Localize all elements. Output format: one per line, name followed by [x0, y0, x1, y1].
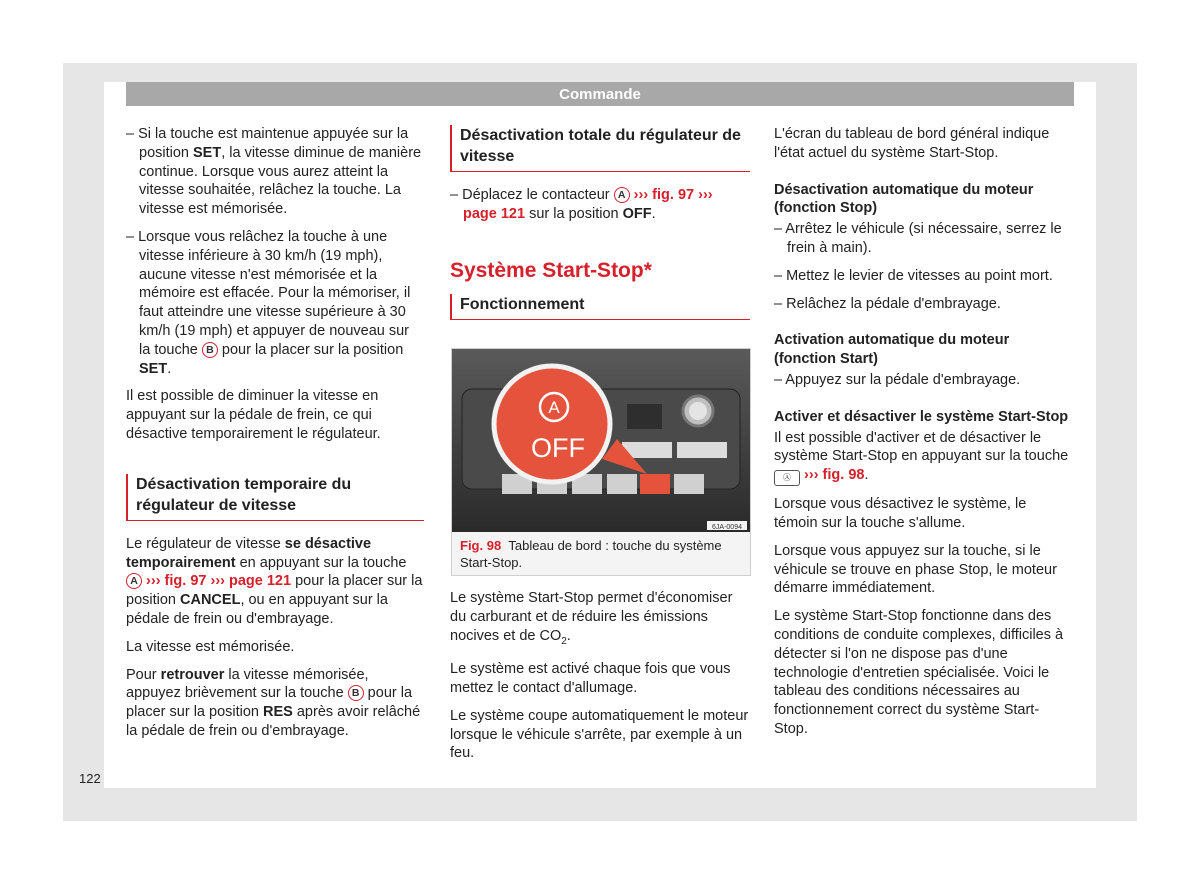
key-b-icon: B	[202, 342, 218, 358]
badge-off-label: OFF	[531, 433, 585, 463]
paragraph: Il est possible d'activer et de désactiver le système Start-Stop en appuyant sur la touche Ⓐ ››› fig. 98.	[774, 429, 1072, 487]
bullet-item: – Déplacez le contacteur A ››› fig. 97 ››› page 121 sur la position OFF.	[450, 187, 713, 222]
paragraph: Il est possible de diminuer la vitesse en appuyant sur la pédale de frein, ce qui désactive temporairement le régulateur.	[126, 388, 381, 442]
column-middle	[450, 125, 750, 320]
key-a-icon: A	[614, 187, 630, 203]
section-heading: Désactivation totale du régulateur de vitesse	[450, 125, 750, 172]
bullet-item: – Appuyez sur la pédale d'embrayage.	[774, 371, 1021, 388]
bullet-item: – Arrêtez le véhicule (si nécessaire, serrez le frein à main).	[774, 221, 1062, 256]
key-b-icon: B	[348, 685, 364, 701]
subsection-heading: Fonctionnement	[450, 294, 750, 320]
paragraph: Lorsque vous appuyez sur la touche, si le véhicule se trouve en phase Stop, le moteur démarre immédiatement.	[774, 542, 1057, 597]
paragraph: Le système coupe automatiquement le moteur lorsque le véhicule s'arrête, par exemple à un feu.	[450, 707, 749, 762]
paragraph: Le système Start-Stop fonctionne dans des conditions de conduite complexes, difficiles à détecter si l'on ne dispose pas d'une technologie d'entretien spécialisée. Voici le tableau des conditions nécessaires au fonctionnement correct du système Start-Stop.	[774, 608, 1064, 737]
column-middle-body	[450, 589, 750, 772]
page-number: 122	[79, 771, 101, 786]
subheading: Activation automatique du moteur (fonction Start)	[774, 332, 1010, 368]
column-right	[774, 125, 1072, 748]
bullet-item: – Mettez le levier de vitesses au point mort.	[774, 267, 1053, 284]
page-link[interactable]: ››› page 121	[210, 573, 292, 590]
subheading: Désactivation automatique du moteur (fonction Stop)	[774, 181, 1034, 217]
paragraph: La vitesse est mémorisée.	[126, 638, 295, 655]
bullet-item: – Lorsque vous relâchez la touche à une vitesse inférieure à 30 km/h (19 mph), aucune vitesse n'est mémorisée et la mémoire est effacée. Pour la mémoriser, il faut atteindre une vitesse supérieure à 30 km/h (19 mph) et appuyer de nouveau sur la touche B pour la placer sur la position SET.	[126, 228, 411, 377]
paragraph: Le régulateur de vitesse se désactive temporairement en appuyant sur la touche A ››› fig. 97 ››› page 121 pour la placer sur la position CANCEL, ou en appuyant sur la pédale de frein ou d'embrayage.	[126, 535, 423, 627]
badge-letter: A	[548, 398, 560, 417]
figure-link[interactable]: ››› fig. 97	[146, 573, 207, 590]
subheading: Activer et désactiver le système Start-Stop	[774, 408, 1069, 425]
figure-98	[451, 348, 751, 576]
figure-link[interactable]: ››› fig. 98	[804, 467, 865, 484]
section-heading: Désactivation temporaire du régulateur de vitesse	[126, 474, 424, 521]
dashboard-photo	[452, 349, 750, 532]
page-link[interactable]: ››› page 121	[463, 187, 713, 222]
column-left	[126, 125, 424, 750]
figure-link[interactable]: ››› fig. 97	[633, 187, 695, 203]
chapter-title: Système Start-Stop*	[450, 258, 652, 282]
section-header: Commande	[126, 82, 1074, 106]
paragraph: Pour retrouver la vitesse mémorisée, appuyez brièvement sur la touche B pour la placer sur la position RES après avoir relâché la pédale de frein ou d'embrayage.	[126, 666, 421, 739]
bullet-item: – Relâchez la pédale d'embrayage.	[774, 295, 1001, 312]
key-a-icon: A	[126, 573, 142, 589]
paragraph: Le système Start-Stop permet d'économiser du carburant et de réduire les émissions nocives et de $CO_2$.	[450, 590, 733, 647]
paragraph: L'écran du tableau de bord général indique l'état actuel du système Start-Stop.	[774, 126, 1050, 161]
figure-code: 6JA-0094	[712, 524, 742, 531]
bullet-item: – Si la touche est maintenue appuyée sur la position SET, la vitesse diminue de manière continue. Lorsque vous aurez atteint la vitesse souhaitée, relâchez la touche. La vitesse est mémorisée.	[126, 126, 422, 218]
start-stop-key-icon: Ⓐ	[774, 470, 800, 486]
paragraph: Lorsque vous désactivez le système, le témoin sur la touche s'allume.	[774, 496, 1027, 531]
dashboard-illustration	[452, 349, 750, 532]
paragraph: Le système est activé chaque fois que vous mettez le contact d'allumage.	[450, 661, 731, 697]
figure-caption: Fig. 98 Tableau de bord : touche du système Start-Stop.	[460, 538, 722, 570]
